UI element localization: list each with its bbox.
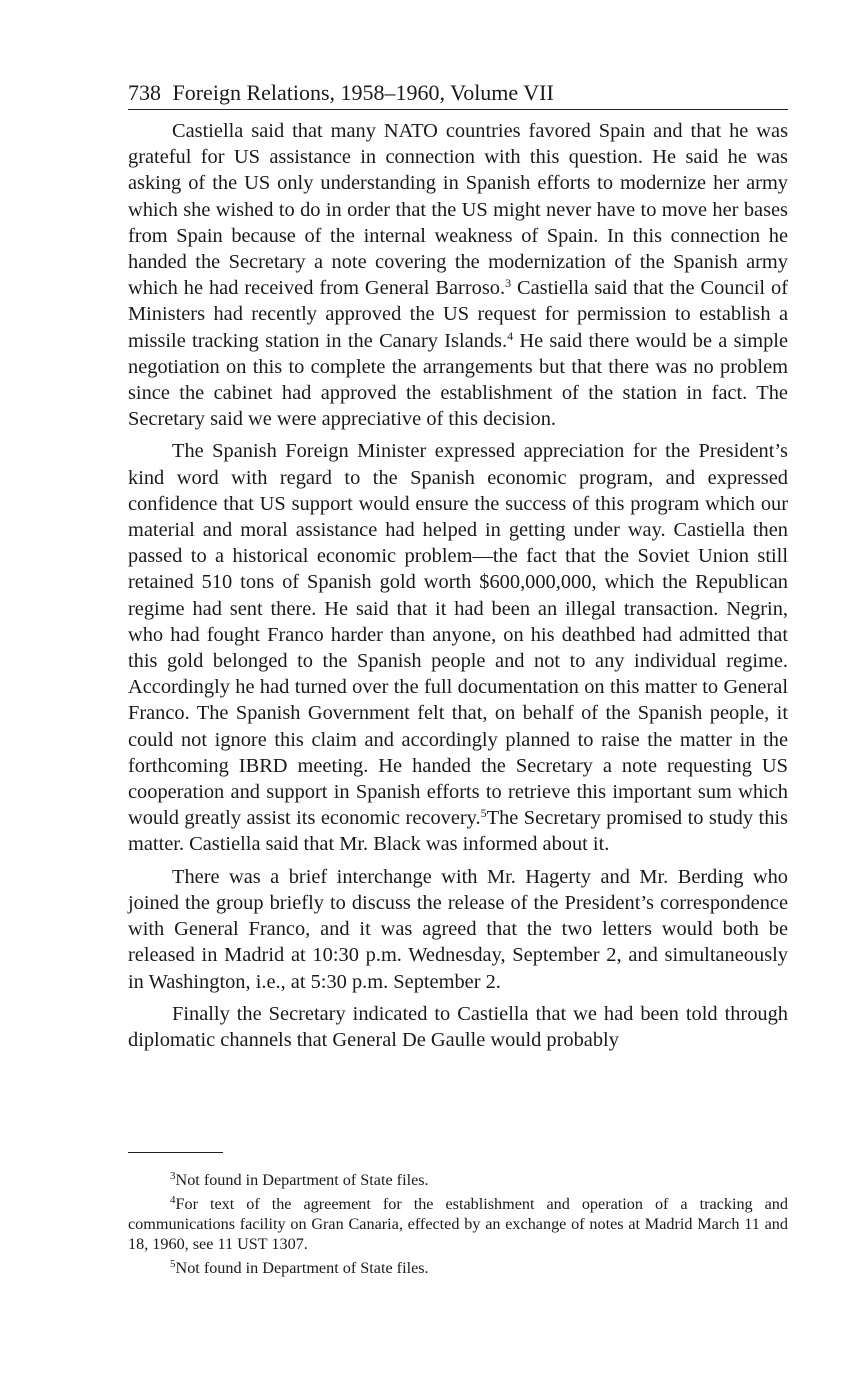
footnote-5 [128, 1258, 788, 1278]
footnote-number: 4 [170, 1194, 176, 1206]
paragraph-2 [128, 438, 788, 857]
paragraph-text: The Spanish Foreign Minister expressed appreciation for the President’s kind word with regard to the Spanish economic program, and expressed confidence that US support would ensure the success of this program which our material and moral assistance had helped in getting under way. Castiella then passed to a historical economic problem—the fact that the Soviet Union still retained 510 tons of Spanish gold worth $600,000,000, which the Republican regime had sent there. He said that it had been an illegal transaction. Negrin, who had fought Franco harder than anyone, on his deathbed had admitted that this gold belonged to the Spanish people and not to any individual regime. Accordingly he had turned over the full documentation on this matter to General Franco. The Spanish Government felt that, on behalf of the Spanish people, it could not ignore this claim and accordingly planned to raise the matter in the forthcoming IBRD meeting. He handed the Secretary a note requesting US cooperation and support in Spanish efforts to retrieve this important sum which would greatly assist its economic recovery. [128, 440, 788, 830]
running-title: Foreign Relations, 1958–1960, Volume VII [172, 80, 554, 105]
paragraph-3: There was a brief interchange with Mr. Hagerty and Mr. Berding who joined the group briefly to discuss the release of the President’s correspondence with General Franco, and it was agreed that the two letters would both be released in Madrid at 10:30 p.m. Wednesday, September 2, and simultaneously in Washington, i.e., at 5:30 p.m. September 2. [128, 865, 788, 993]
running-header [128, 78, 788, 110]
footnote-divider [128, 1152, 223, 1153]
page-number: 738 [128, 80, 161, 105]
footnote-text: Not found in Department of State files. [175, 1259, 429, 1277]
paragraph-text: Castiella said that the Council of Ministers had recently approved the US request for permission to establish a missile tracking station in the Canary Islands. [128, 277, 788, 352]
paragraph-4: Finally the Secretary indicated to Castiella that we had been told through diplomatic channels that General De Gaulle would probably [128, 1002, 788, 1051]
paragraph-1 [128, 118, 788, 432]
footnote-text: For text of the agreement for the establishment and operation of a tracking and communications facility on Gran Canaria, effected by an exchange of notes at Madrid March 11 and 18, 1960, see 11 UST 1307. [128, 1195, 788, 1253]
footnote-3 [128, 1170, 788, 1190]
footnote-number: 5 [170, 1258, 176, 1270]
paragraph-text: He said there would be a simple negotiation on this to complete the arrangements but that there was no problem since the cabinet had approved the establishment of the station in fact. The Secretary said we were appreciative of this decision. [128, 329, 788, 431]
footnote-ref: 3 [505, 276, 512, 291]
body-text [128, 118, 788, 1059]
footnotes [128, 1170, 788, 1282]
footnote-ref: 4 [507, 328, 514, 343]
footnote-ref: 5 [480, 806, 487, 821]
paragraph-text: The Secretary promised to study this matter. Castiella said that Mr. Black was informed about it. [128, 807, 788, 856]
footnote-4 [128, 1194, 788, 1254]
footnote-text: Not found in Department of State files. [175, 1171, 429, 1189]
paragraph-text: Castiella said that many NATO countries favored Spain and that he was grateful for US assistance in connection with this question. He said he was asking of the US only understanding in Spanish efforts to modernize her army which she wished to do in order that the US might never have to move her bases from Spain because of the internal weakness of Spain. In this connection he handed the Secretary a note covering the modernization of the Spanish army which he had received from General Barroso. [128, 120, 788, 300]
footnote-number: 3 [170, 1170, 176, 1182]
